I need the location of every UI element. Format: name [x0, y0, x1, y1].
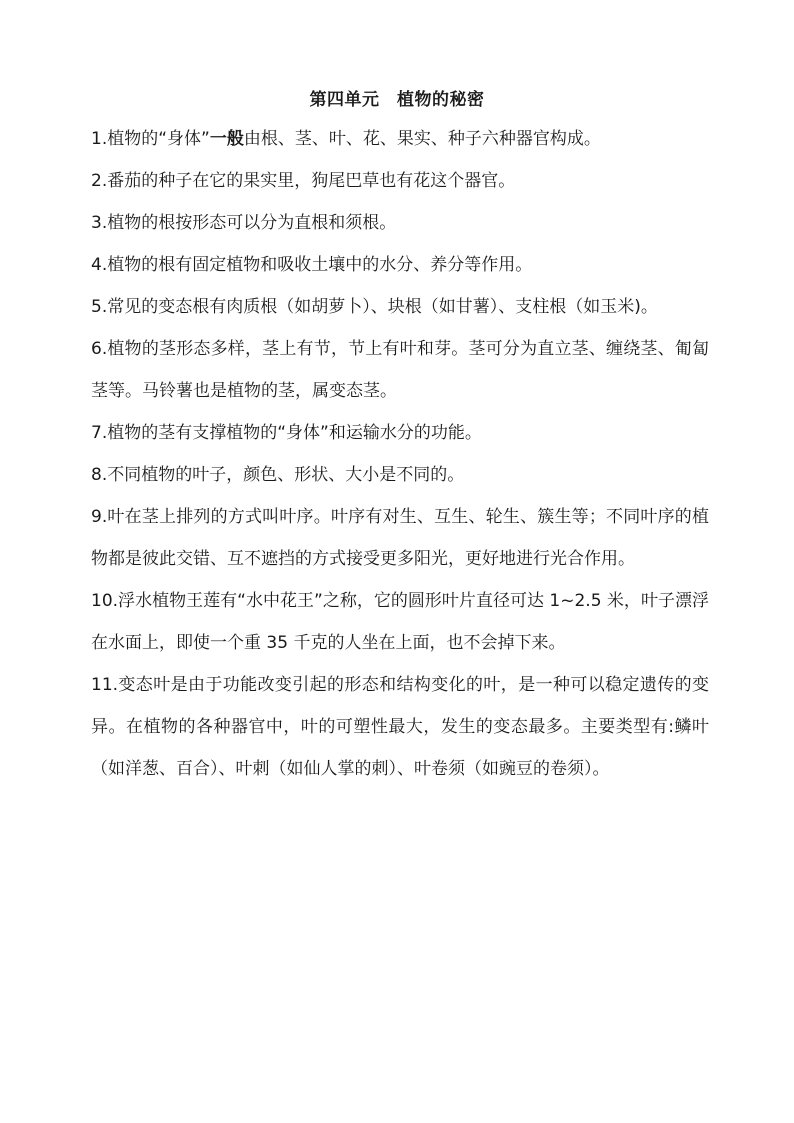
- item-number: 9.: [91, 507, 108, 527]
- list-item-3: [91, 202, 709, 244]
- list-item-10: [91, 580, 709, 664]
- item-number: 2.: [91, 171, 108, 191]
- list-item-11: [91, 664, 709, 790]
- item-number: 6.: [91, 339, 108, 359]
- item-number: 5.: [91, 297, 108, 317]
- item-text: 叶在茎上排列的方式叫叶序。叶序有对生、互生、轮生、簇生等；不同叶序的植物都是彼此交错、互不遮挡的方式接受更多阳光，更好地进行光合作用。: [91, 507, 709, 569]
- item-text: 变态叶是由于功能改变引起的形态和结构变化的叶，是一种可以稳定遗传的变异。在植物的各种器官中，叶的可塑性最大，发生的变态最多。主要类型有:鳞叶（如洋葱、百合）、叶刺（如仙人掌的刺）、叶卷须（如豌豆的卷须）。: [91, 675, 709, 779]
- item-number: 10.: [91, 591, 119, 611]
- list-item-7: [91, 412, 709, 454]
- item-number: 8.: [91, 465, 108, 485]
- item-number: 4.: [91, 255, 108, 275]
- document-body: [91, 118, 709, 790]
- item-text: 由根、茎、叶、花、果实、种子六种器官构成。: [243, 129, 601, 149]
- item-number: 1.: [91, 129, 108, 149]
- item-number: 11.: [91, 675, 119, 695]
- item-number: 3.: [91, 213, 108, 233]
- list-item-1: [91, 118, 709, 160]
- list-item-9: [91, 496, 709, 580]
- item-text: 常见的变态根有肉质根（如胡萝卜）、块根（如甘薯）、支柱根（如玉米)。: [107, 297, 658, 317]
- item-text: 植物的根按形态可以分为直根和须根。: [107, 213, 397, 233]
- page-title: 第四单元 植物的秘密: [309, 90, 485, 110]
- list-item-4: [91, 244, 709, 286]
- list-item-8: [91, 454, 709, 496]
- list-item-5: [91, 286, 709, 328]
- list-item-2: [91, 160, 709, 202]
- item-text: 植物的根有固定植物和吸收土壤中的水分、养分等作用。: [107, 255, 533, 275]
- list-item-6: [91, 328, 709, 412]
- item-text: 植物的茎形态多样，茎上有节，节上有叶和芽。茎可分为直立茎、缠绕茎、匍匐茎等。马铃薯也是植物的茎，属变态茎。: [91, 339, 709, 401]
- item-text: 浮水植物王莲有“水中花王”之称，它的圆形叶片直径可达 1~2.5 米，叶子漂浮在水面上，即使一个重 35 千克的人坐在上面，也不会掉下来。: [91, 591, 709, 653]
- item-text: 番茄的种子在它的果实里，狗尾巴草也有花这个器官。: [107, 171, 516, 191]
- item-number: 7.: [91, 423, 108, 443]
- item-text: 植物的“身体”: [107, 129, 210, 149]
- item-text: 不同植物的叶子，颜色、形状、大小是不同的。: [107, 465, 465, 485]
- item-emphasis: 一般: [209, 129, 244, 149]
- item-text: 植物的茎有支撑植物的“身体”和运输水分的功能。: [107, 423, 482, 443]
